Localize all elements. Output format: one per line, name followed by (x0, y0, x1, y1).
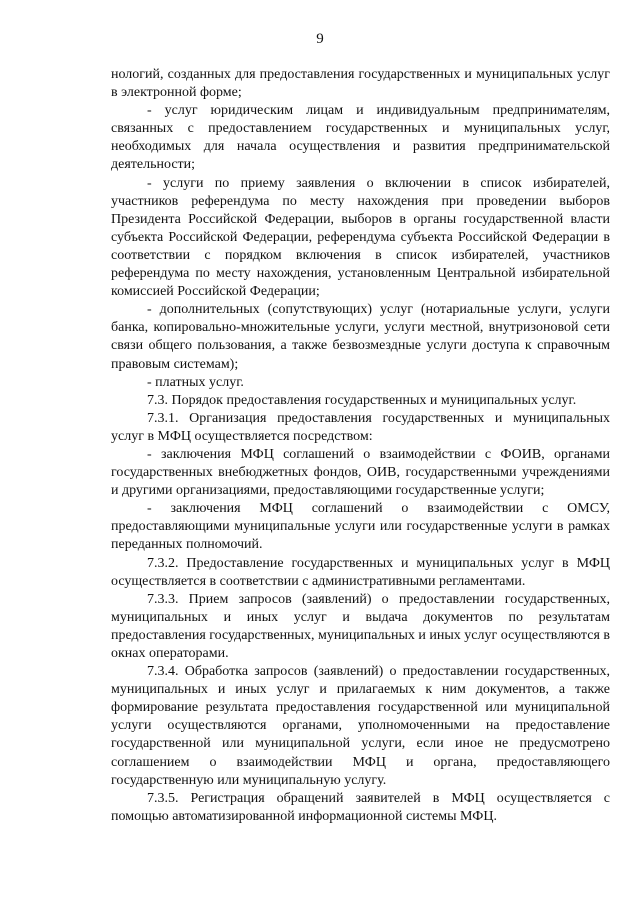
paragraph-item-paid-services: - платных услуг. (147, 374, 244, 390)
paragraph-item-foiv-agreements: - заключения МФЦ соглашений о взаимодействии с ФОИВ, органами государственных внебюджетных фондов, ОИВ, государственными учреждениями и другими организациями, предоставляющими государственные услуги; (111, 446, 610, 499)
paragraph-continuation: нологий, созданных для предоставления государственных и муниципальных услуг в электронной форме; (111, 67, 610, 101)
paragraph-section-7-3-1: 7.3.1. Организация предоставления государственных и муниципальных услуг в МФЦ осуществляется посредством: (111, 410, 610, 444)
paragraph-section-7-3-2: 7.3.2. Предоставление государственных и муниципальных услуг в МФЦ осуществляется в соответствии с административными регламентами. (111, 555, 610, 589)
paragraph-section-7-3-5: 7.3.5. Регистрация обращений заявителей в МФЦ осуществляется с помощью автоматизированной информационной системы МФЦ. (111, 790, 610, 824)
paragraph-section-7-3-4: 7.3.4. Обработка запросов (заявлений) о предоставлении государственных, муниципальных и иных услуг и прилагаемых к ним документов, а также формирование результата предоставления государственной или муниципальной услуги осуществляются органами, уполномоченными на предоставление государственной или муниципальной услуги, если иное не предусмотрено соглашением о взаимодействии МФЦ и органа, предоставляющего государственную или муниципальную услугу. (111, 664, 610, 788)
paragraph-item-additional-services: - дополнительных (сопутствующих) услуг (нотариальные услуги, услуги банка, копировально-множительные услуги, услуги местной, внутризоновой сети связи общего пользования, а также безвозмездные услуги доступа к справочным правовым системам); (111, 302, 610, 372)
paragraph-item-omsu-agreements: - заключения МФЦ соглашений о взаимодействии с ОМСУ, предоставляющими муниципальные услуги или государственные услуги в рамках переданных полномочий. (111, 501, 610, 553)
paragraph-section-7-3-3: 7.3.3. Прием запросов (заявлений) о предоставлении государственных, муниципальных и иных услуг и выдача документов по результатам предоставления государственных, муниципальных и иных услуг осуществляются в окнах операторами. (111, 591, 610, 661)
paragraph-section-7-3: 7.3. Порядок предоставления государственных и муниципальных услуг. (147, 392, 577, 408)
body-text (111, 66, 610, 826)
paragraph-item-business-services: - услуг юридическим лицам и индивидуальным предпринимателям, связанных с предоставлением государственных и муниципальных услуг, необходимых для начала осуществления и развития предпринимательской деятельности; (111, 103, 610, 173)
paragraph-item-voter-list: - услуги по приему заявления о включении в список избирателей, участников референдума по месту нахождения при проведении выборов Президента Российской Федерации, выборов в органы государственной власти субъекта Российской Федерации, референдума субъекта Российской Федерации в соответствии с порядком включения в список избирателей, участников референдума по месту нахождения, установленным Центральной избирательной комиссией Российской Федерации; (111, 175, 610, 300)
page-number: 9 (316, 31, 324, 47)
